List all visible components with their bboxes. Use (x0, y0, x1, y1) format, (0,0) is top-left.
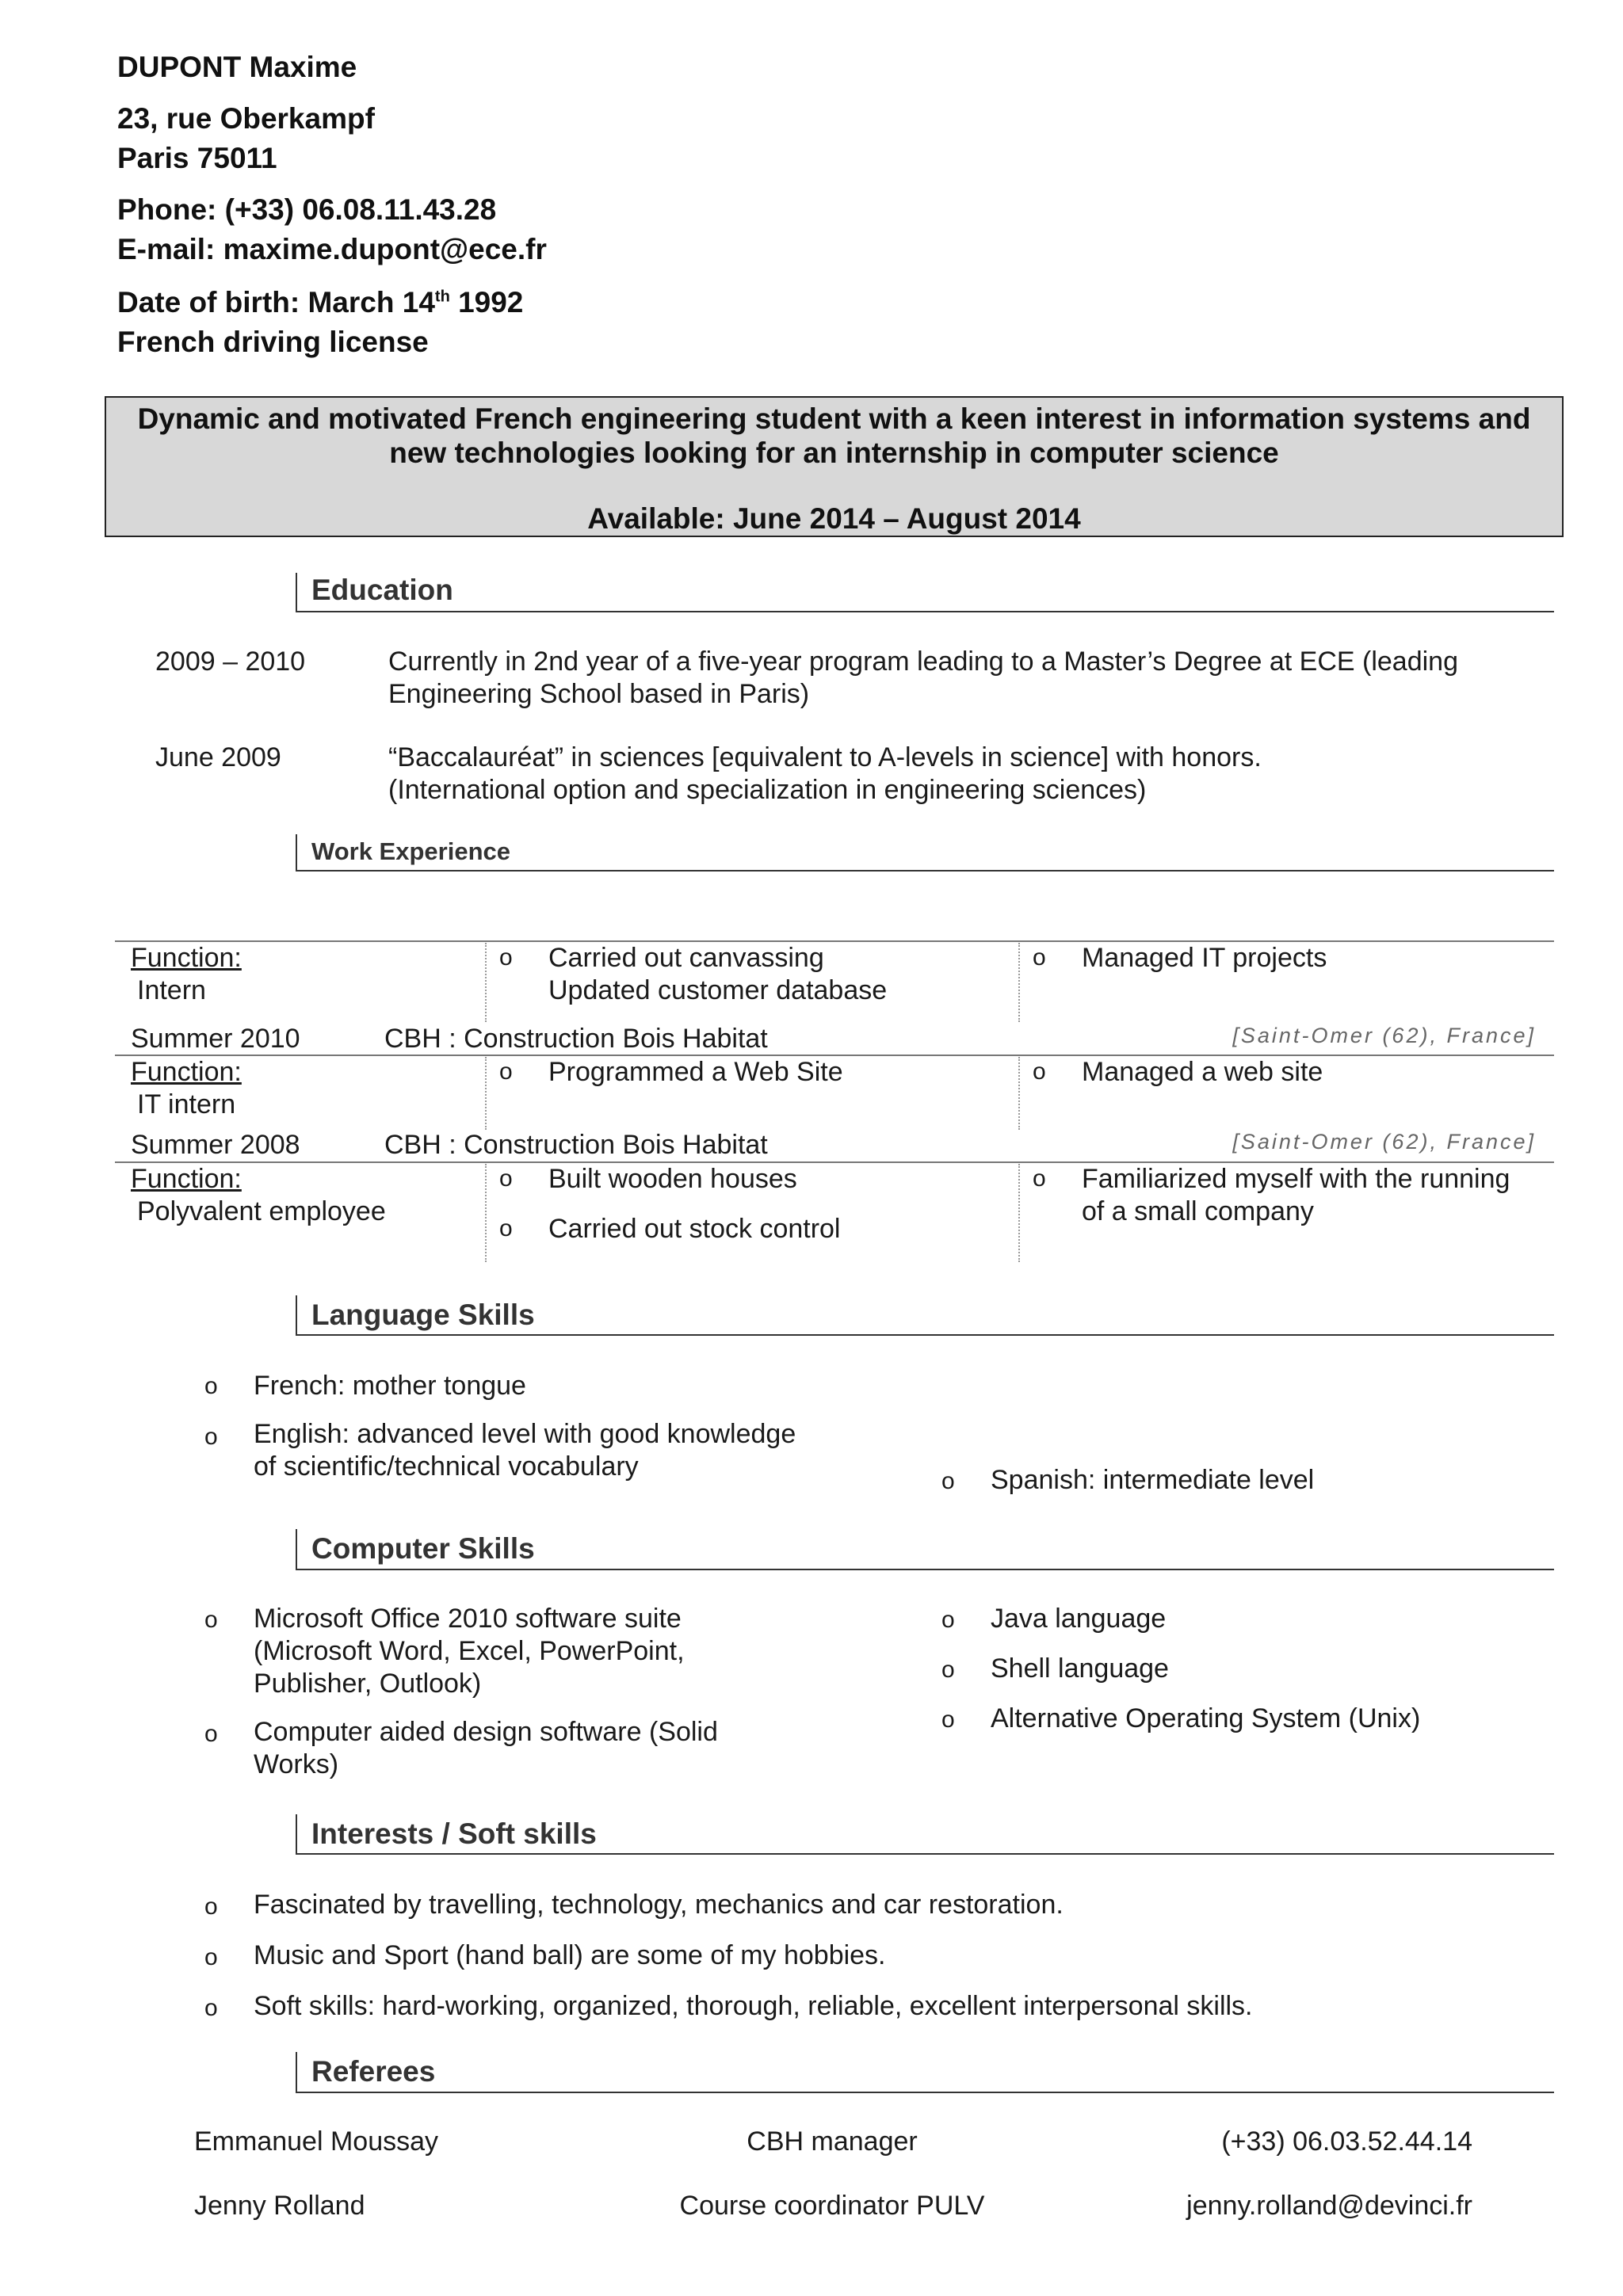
section-title: Computer Skills (311, 1532, 535, 1565)
interest-item: Music and Sport (hand ball) are some of my hobbies. (254, 1940, 886, 1970)
job-company: CBH : Construction Bois Habitat (384, 1130, 768, 1160)
function-block: Function: IT intern (131, 1057, 242, 1119)
section-header-interests (296, 1814, 1554, 1855)
divider (1018, 1057, 1020, 1130)
job-date: Summer 2008 (131, 1130, 300, 1160)
task-list: Carried out canvassing Updated customer database (548, 943, 888, 1005)
interest-item: Fascinated by travelling, technology, mechanics and car restoration. (254, 1890, 1064, 1920)
function-block: Function: Intern (131, 943, 242, 1005)
divider (1018, 943, 1020, 1022)
job-location: [Saint-Omer (62), France] (1232, 1024, 1536, 1047)
section-title: Referees (311, 2055, 436, 2088)
availability: Available: June 2014 – August 2014 (587, 502, 1081, 535)
candidate-name: DUPONT Maxime (117, 51, 357, 83)
task-item: Managed a web site (1082, 1057, 1323, 1087)
bullet-icon: o (499, 1058, 513, 1085)
task-item: Carried out stock control (548, 1214, 841, 1244)
task-item: Programmed a Web Site (548, 1057, 843, 1087)
email: E-mail: maxime.dupont@ece.fr (117, 233, 547, 265)
bullet-icon: o (1033, 1165, 1046, 1192)
referee-role: CBH manager (747, 2126, 918, 2157)
job-company: CBH : Construction Bois Habitat (384, 1024, 768, 1054)
divider (485, 943, 487, 1022)
function-block: Function: Polyvalent employee (131, 1164, 386, 1226)
language-item: English: advanced level with good knowledge of scientific/technical vocabulary (254, 1419, 796, 1482)
language-item: French: mother tongue (254, 1371, 526, 1401)
bullet-icon: o (1033, 944, 1046, 971)
skill-item: Computer aided design software (Solid Works) (254, 1717, 718, 1779)
interest-item: Soft skills: hard-working, organized, thorough, reliable, excellent interpersonal skills. (254, 1991, 1253, 2021)
bullet-icon: o (941, 1707, 955, 1733)
education-date: 2009 – 2010 (155, 646, 306, 677)
section-title: Interests / Soft skills (311, 1817, 597, 1850)
referee-name: Jenny Rolland (194, 2191, 365, 2221)
job-location: [Saint-Omer (62), France] (1232, 1130, 1536, 1154)
referee-contact: (+33) 06.03.52.44.14 (1221, 2126, 1472, 2157)
summary-line-1: Dynamic and motivated French engineering student with a keen interest in information systems and (137, 402, 1531, 435)
bullet-icon: o (499, 1215, 513, 1241)
section-title: Education (311, 574, 453, 606)
language-item: Spanish: intermediate level (991, 1465, 1315, 1495)
skill-item: Microsoft Office 2010 software suite (Microsoft Word, Excel, PowerPoint, Publisher, Outlook) (254, 1604, 685, 1699)
bullet-icon: o (941, 1607, 955, 1633)
date-of-birth: Date of birth: March 14th 1992 (117, 286, 524, 318)
section-header-computer (296, 1529, 1554, 1570)
bullet-icon: o (941, 1657, 955, 1683)
summary-box (105, 396, 1564, 537)
section-header-languages (296, 1295, 1554, 1336)
address-line-1: 23, rue Oberkampf (117, 102, 375, 135)
phone: Phone: (+33) 06.08.11.43.28 (117, 193, 497, 226)
task-item: Built wooden houses (548, 1164, 797, 1194)
section-title: Work Experience (311, 837, 510, 865)
divider (485, 1164, 487, 1262)
divider (485, 1057, 487, 1130)
bullet-icon: o (204, 1607, 218, 1633)
bullet-icon: o (499, 1165, 513, 1192)
bullet-icon: o (204, 1373, 218, 1399)
divider (1018, 1164, 1020, 1262)
referee-name: Emmanuel Moussay (194, 2126, 439, 2157)
education-description: “Baccalauréat” in sciences [equivalent to A-levels in science] with honors. (International option and specialization in engineering sciences) (388, 742, 1262, 805)
section-header-education (296, 573, 1554, 612)
referee-contact: jenny.rolland@devinci.fr (1186, 2191, 1472, 2221)
section-header-referees (296, 2052, 1554, 2093)
section-header-work (296, 834, 1554, 871)
referee-role: Course coordinator PULV (679, 2191, 985, 2221)
bullet-icon: o (941, 1468, 955, 1494)
bullet-icon: o (204, 1424, 218, 1450)
job-date: Summer 2010 (131, 1024, 300, 1054)
bullet-icon: o (204, 1721, 218, 1747)
task-list: Familiarized myself with the running of a small company (1082, 1164, 1510, 1226)
skill-item: Shell language (991, 1653, 1169, 1684)
driving-license: French driving license (117, 326, 429, 358)
bullet-icon: o (204, 1995, 218, 2021)
bullet-icon: o (1033, 1058, 1046, 1085)
bullet-icon: o (204, 1894, 218, 1920)
section-title: Language Skills (311, 1299, 535, 1331)
skill-item: Alternative Operating System (Unix) (991, 1703, 1421, 1733)
address-line-2: Paris 75011 (117, 142, 277, 174)
task-item: Managed IT projects (1082, 943, 1327, 973)
education-description: Currently in 2nd year of a five-year program leading to a Master’s Degree at ECE (leading Engineering School based in Paris) (388, 646, 1458, 709)
summary-line-2: new technologies looking for an internship in computer science (389, 437, 1279, 469)
bullet-icon: o (204, 1944, 218, 1970)
bullet-icon: o (499, 944, 513, 971)
education-date: June 2009 (155, 742, 281, 772)
skill-item: Java language (991, 1604, 1167, 1634)
